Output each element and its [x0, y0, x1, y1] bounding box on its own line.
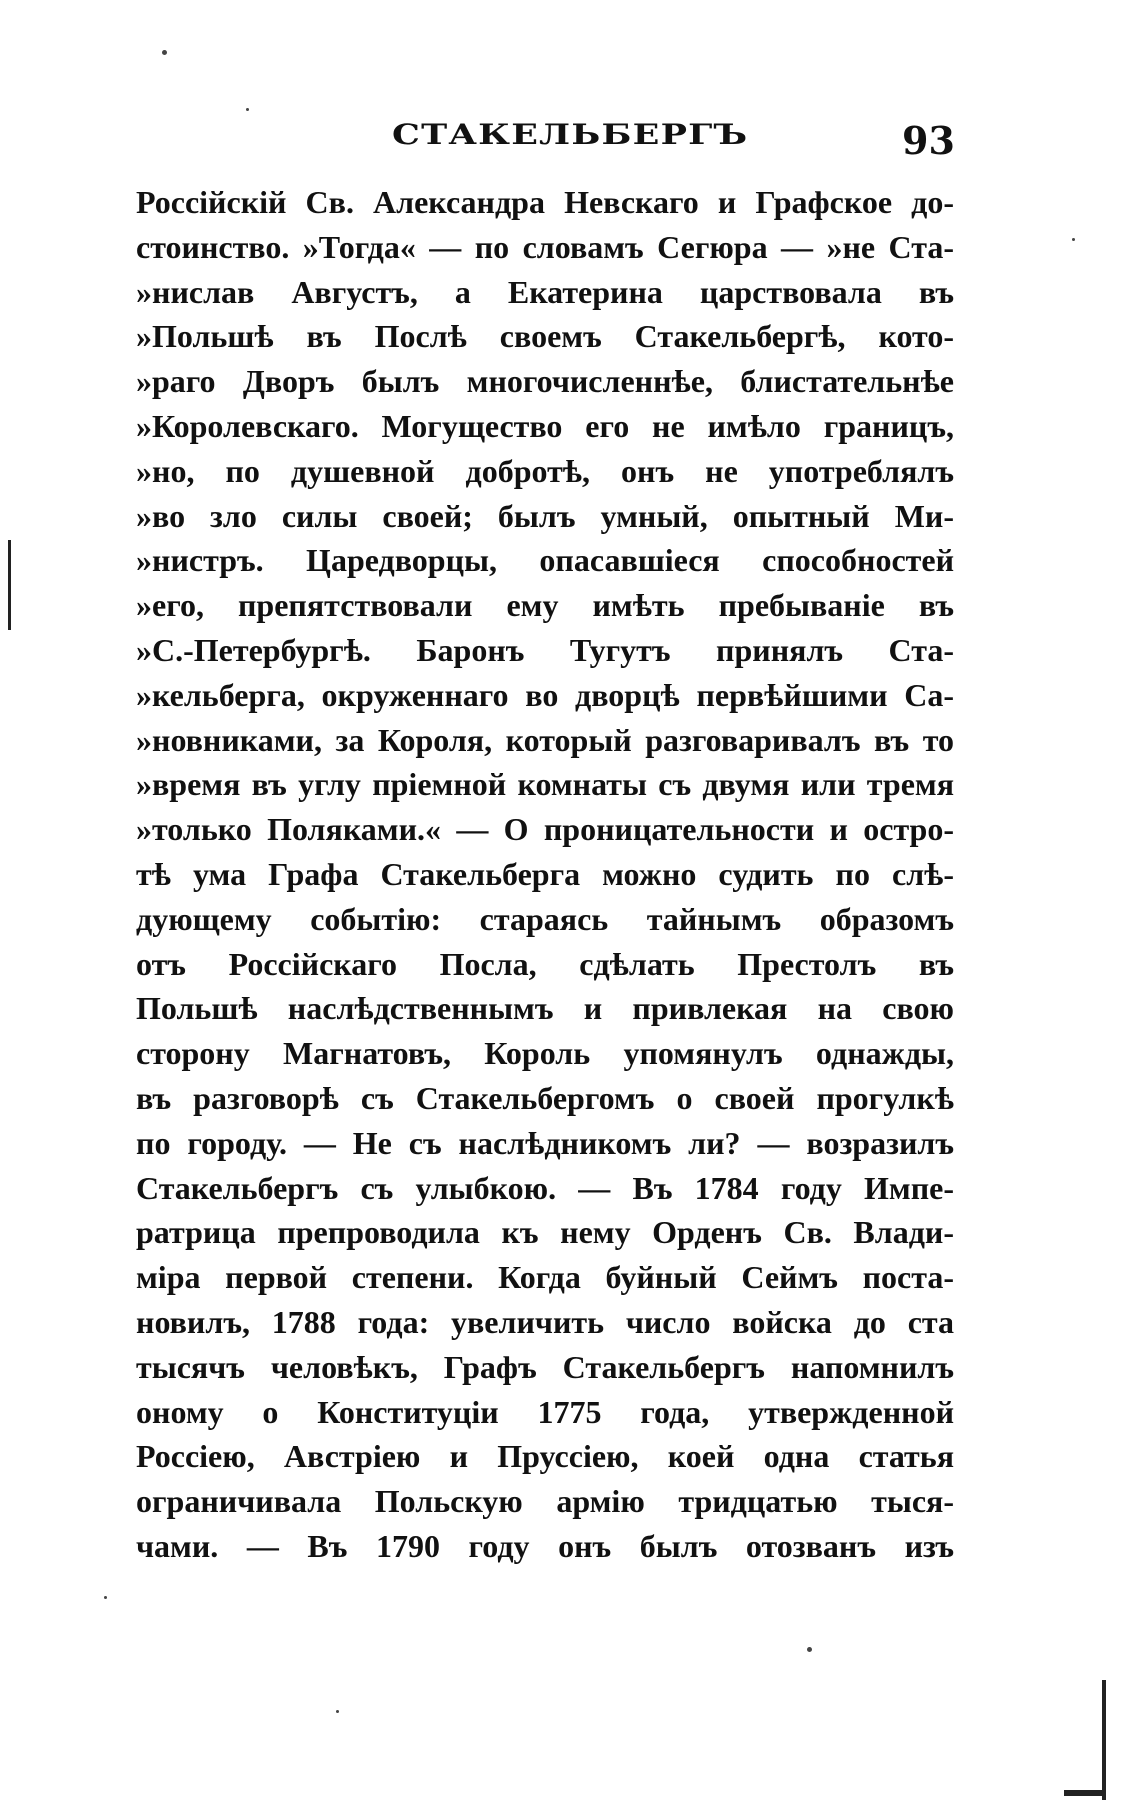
page-number: 93 [902, 118, 955, 163]
text-line: новилъ, 1788 года: увеличить число войска до ста [136, 1303, 954, 1340]
text-line: »во зло силы своей; былъ умный, опытный Ми- [136, 497, 954, 534]
text-line: дующему событію: стараясь тайнымъ образомъ [136, 900, 954, 937]
scan-speck [1072, 238, 1075, 241]
text-line: ратрица препроводила къ нему Орденъ Св. Влади- [136, 1214, 954, 1251]
text-line: »С.-Петербургѣ. Баронъ Тугутъ принялъ Ста- [136, 631, 954, 668]
text-line: »раго Дворъ былъ многочисленнѣе, блистательнѣе [136, 363, 954, 400]
text-line: Россійскій Св. Александра Невскаго и Графское до- [136, 184, 954, 220]
text-line: »нистръ. Царедворцы, опасавшіеся способностей [136, 542, 954, 579]
scan-speck [336, 1710, 339, 1713]
scan-speck [807, 1647, 812, 1652]
scan-edge-mark [8, 540, 11, 630]
scan-speck [246, 108, 249, 111]
text-line: отъ Россійскаго Посла, сдѣлать Престолъ въ [136, 945, 954, 982]
text-line: Россіею, Австріею и Пруссіею, коей одна статья [136, 1438, 954, 1475]
scan-edge-mark [1064, 1790, 1106, 1796]
text-line: »Польшѣ въ Послѣ своемъ Стакельбергѣ, кото- [136, 318, 954, 355]
text-line: ограничивала Польскую армію тридцатью тыся- [136, 1483, 954, 1520]
text-line: сторону Магнатовъ, Король упомянулъ однажды, [136, 1035, 954, 1072]
scan-edge-mark [1102, 1680, 1106, 1800]
text-line: Польшѣ наслѣдственнымъ и привлекая на свою [136, 990, 954, 1027]
text-line: »кельберга, окруженнаго во дворцѣ первѣйшими Са- [136, 676, 954, 713]
body-text [136, 180, 954, 1569]
text-line: Стакельбергъ съ улыбкою. — Въ 1784 году Импе- [136, 1169, 954, 1206]
text-line: чами. — Въ 1790 году онъ былъ отозванъ изъ [136, 1527, 954, 1564]
text-line: по городу. — Не съ наслѣдникомъ ли? — возразилъ [136, 1124, 954, 1161]
text-line: »только Поляками.« — О проницательности и остро- [136, 811, 954, 848]
text-line: »его, препятствовали ему имѣть пребываніе въ [136, 587, 954, 624]
running-title: СТАКЕЛЬБЕРГЪ [392, 118, 749, 151]
text-line: міра первой степени. Когда буйный Сеймъ поста- [136, 1259, 954, 1296]
text-line: въ разговорѣ съ Стакельбергомъ о своей прогулкѣ [136, 1079, 954, 1116]
text-line: »нислав Августъ, а Екатерина царствовала въ [136, 273, 954, 310]
text-line: тысячъ человѣкъ, Графъ Стакельбергъ напомнилъ [136, 1348, 954, 1385]
text-line: »время въ углу пріемной комнаты съ двумя или тремя [136, 766, 954, 803]
text-line: »Королевскаго. Могущество его не имѣло границъ, [136, 407, 954, 444]
text-line: оному о Конституціи 1775 года, утвержденной [136, 1393, 954, 1430]
text-line: стоинство. »Тогда« — по словамъ Сегюра — »не Ста- [136, 228, 954, 265]
scan-speck [104, 1596, 107, 1599]
text-line: »но, по душевной добротѣ, онъ не употреблялъ [136, 452, 954, 489]
text-line: »новниками, за Короля, который разговаривалъ въ то [136, 721, 954, 758]
scan-speck [162, 50, 167, 55]
text-line: тѣ ума Графа Стакельберга можно судить по слѣ- [136, 855, 954, 892]
